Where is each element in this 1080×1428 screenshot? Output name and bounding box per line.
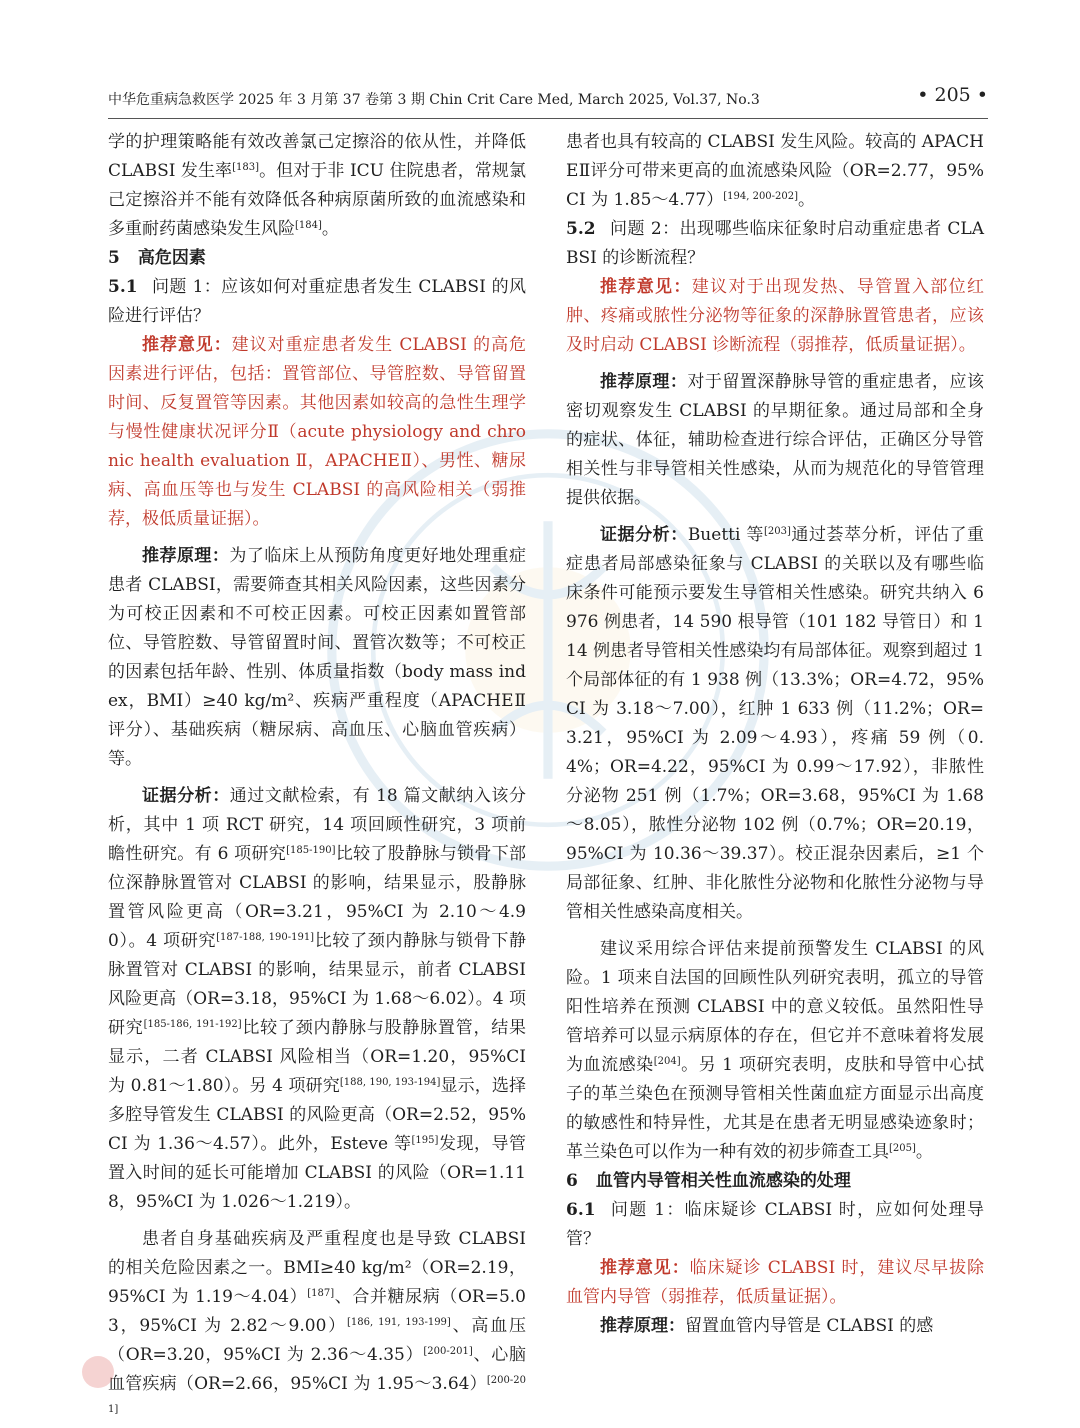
rationale: 推荐原理：对于留置深静脉导管的重症患者，应该密切观察发生 CLABSI 的早期征象。通过局部和全身的症状、体征，辅助检查进行综合评估，正确区分导管相关性与非导管相关性感染，从而为规范化的导管管理提供依据。 (566, 372, 985, 508)
paragraph: 建议采用综合评估来提前预警发生 CLABSI 的风险。1 项来自法国的回顾性队列研究表明，孤立的导管阳性培养在预测 CLABSI 中的意义较低。虽然阳性导管培养可以显示病原体的存在，但它并不意味着将发展为血流感染[204]。另 1 项研究表明，皮肤和导管中心拭子的革兰染色在预测导管相关性菌血症方面显示出高度的敏感性和特异性，尤其是在患者无明显感染迹象时；革兰染色可以作为一种有效的初步筛查工具[205]。 (566, 939, 985, 1162)
running-header (108, 84, 988, 114)
rationale: 推荐原理：留置血管内导管是 CLABSI 的感 (600, 1316, 934, 1336)
left-column (108, 128, 526, 1428)
question-heading: 5.1 问题 1：应该如何对重症患者发生 CLABSI 的风险进行评估？ (108, 277, 526, 326)
paragraph: 学的护理策略能有效改善氯己定擦浴的依从性，并降低 CLABSI 发生率[183]。但对于非 ICU 住院患者，常规氯己定擦浴并不能有效降低各种病原菌所致的血流感染和多重耐药菌感染发生风险[184]。 (108, 132, 526, 239)
recommendation: 推荐意见：建议对于出现发热、导管置入部位红肿、疼痛或脓性分泌物等征象的深静脉置管患者，应该及时启动 CLABSI 诊断流程（弱推荐，低质量证据）。 (566, 277, 984, 355)
journal-citation: 中华危重病急救医学 2025 年 3 月第 37 卷第 3 期 Chin Crit Care Med, March 2025, Vol.37, No.3 (108, 92, 760, 108)
rationale: 推荐原理：为了临床上从预防角度更好地处理重症患者 CLABSI，需要筛查其相关风险因素，这些因素分为可校正因素和不可校正因素。可校正因素如置管部位、导管腔数、导管留置时间、置管次数等；不可校正的因素包括年龄、性别、体质量指数（body mass index，BMI）≥40 kg/m²、疾病严重程度（APACHEⅡ评分）、基础疾病（糖尿病、高血压、心脑血管疾病）等。 (108, 546, 527, 769)
question-heading: 5.2 问题 2：出现哪些临床征象时启动重症患者 CLABSI 的诊断流程？ (566, 219, 984, 268)
section-heading: 5 高危因素 (108, 248, 206, 268)
recommendation: 推荐意见：临床疑诊 CLABSI 时，建议尽早拔除血管内导管（弱推荐，低质量证据）。 (566, 1258, 985, 1307)
paragraph: 患者也具有较高的 CLABSI 发生风险。较高的 APACHEⅡ评分可带来更高的血流感染风险（OR=2.77，95%CI 为 1.85～4.77）[194, 200-202]。 (566, 132, 984, 210)
evidence-analysis: 证据分析：Buetti 等[203]通过荟萃分析，评估了重症患者局部感染征象与 CLABSI 的关联以及有哪些临床条件可能预示要发生导管相关性感染。研究共纳入 6 976 例患者，14 590 根导管（101 182 导管日）和 114 例患者导管相关性感染均有局部体征。观察到超过 1 个局部体征的有 1 938 例（13.3%；OR=4.72，95%CI 为 3.18～7.00），红肿 1 633 例（11.2%；OR=3.21，95%CI 为 2.09～4.93），疼痛 59 例（0.4%；OR=4.22，95%CI 为 0.99～17.92），非脓性分泌物 251 例（1.7%；OR=3.68，95%CI 为 1.68～8.05），脓性分泌物 102 例（0.7%；OR=20.19，95%CI 为 10.36～39.37）。校正混杂因素后，≥1 个局部征象、红肿、非化脓性分泌物和化脓性分泌物与导管相关性感染高度相关。 (566, 525, 985, 922)
evidence-analysis: 证据分析：通过文献检索，有 18 篇文献纳入该分析，其中 1 项 RCT 研究，14 项回顾性研究，3 项前瞻性研究。有 6 项研究[185-190]比较了股静脉与锁骨下部位深静脉置管对 CLABSI 的影响，结果显示，股静脉置管风险更高（OR=3.21，95%CI 为 2.10～4.90）。4 项研究[187-188, 190-191]比较了颈内静脉与锁骨下静脉置管对 CLABSI 的影响，结果显示，前者 CLABSI 风险更高（OR=3.18，95%CI 为 1.68～6.02）。4 项研究[185-186, 191-192]比较了颈内静脉与股静脉置管，结果显示，二者 CLABSI 风险相当（OR=1.20，95%CI 为 0.81～1.80）。另 4 项研究[188, 190, 193-194]显示，选择多腔导管发生 CLABSI 的风险更高（OR=2.52，95%CI 为 1.36～4.57）。此外，Esteve 等[195]发现，导管置入时间的延长可能增加 CLABSI 的风险（OR=1.118，95%CI 为 1.026～1.219）。 (108, 786, 527, 1212)
recommendation: 推荐意见：建议对重症患者发生 CLABSI 的高危因素进行评估，包括：置管部位、导管腔数、导管留置时间、反复置管等因素。其他因素如较高的急性生理学与慢性健康状况评分Ⅱ（acute physiology and chronic health evaluation Ⅱ，APACHEⅡ）、男性、糖尿病、高血压等也与发生 CLABSI 的高风险相关（弱推荐，极低质量证据）。 (108, 335, 527, 529)
question-heading: 6.1 问题 1：临床疑诊 CLABSI 时，应如何处理导管？ (566, 1200, 984, 1249)
header-rule (108, 118, 988, 119)
section-heading: 6 血管内导管相关性血流感染的处理 (566, 1171, 851, 1191)
paragraph: 患者自身基础疾病及严重程度也是导致 CLABSI 的相关危险因素之一。BMI≥40 kg/m²（OR=2.19，95%CI 为 1.19～4.04）[187]、合并糖尿病（OR=5.03，95%CI 为 2.82～9.00）[186, 191, 193-199]、高血压（OR=3.20，95%CI 为 2.36～4.35）[200-201]、心脑血管疾病（OR=2.66，95%CI 为 1.95～3.64）[200-201] (108, 1229, 527, 1415)
right-column (566, 128, 984, 1341)
page-number: • 205 • (917, 84, 988, 106)
publisher-logo-icon (78, 1352, 118, 1392)
